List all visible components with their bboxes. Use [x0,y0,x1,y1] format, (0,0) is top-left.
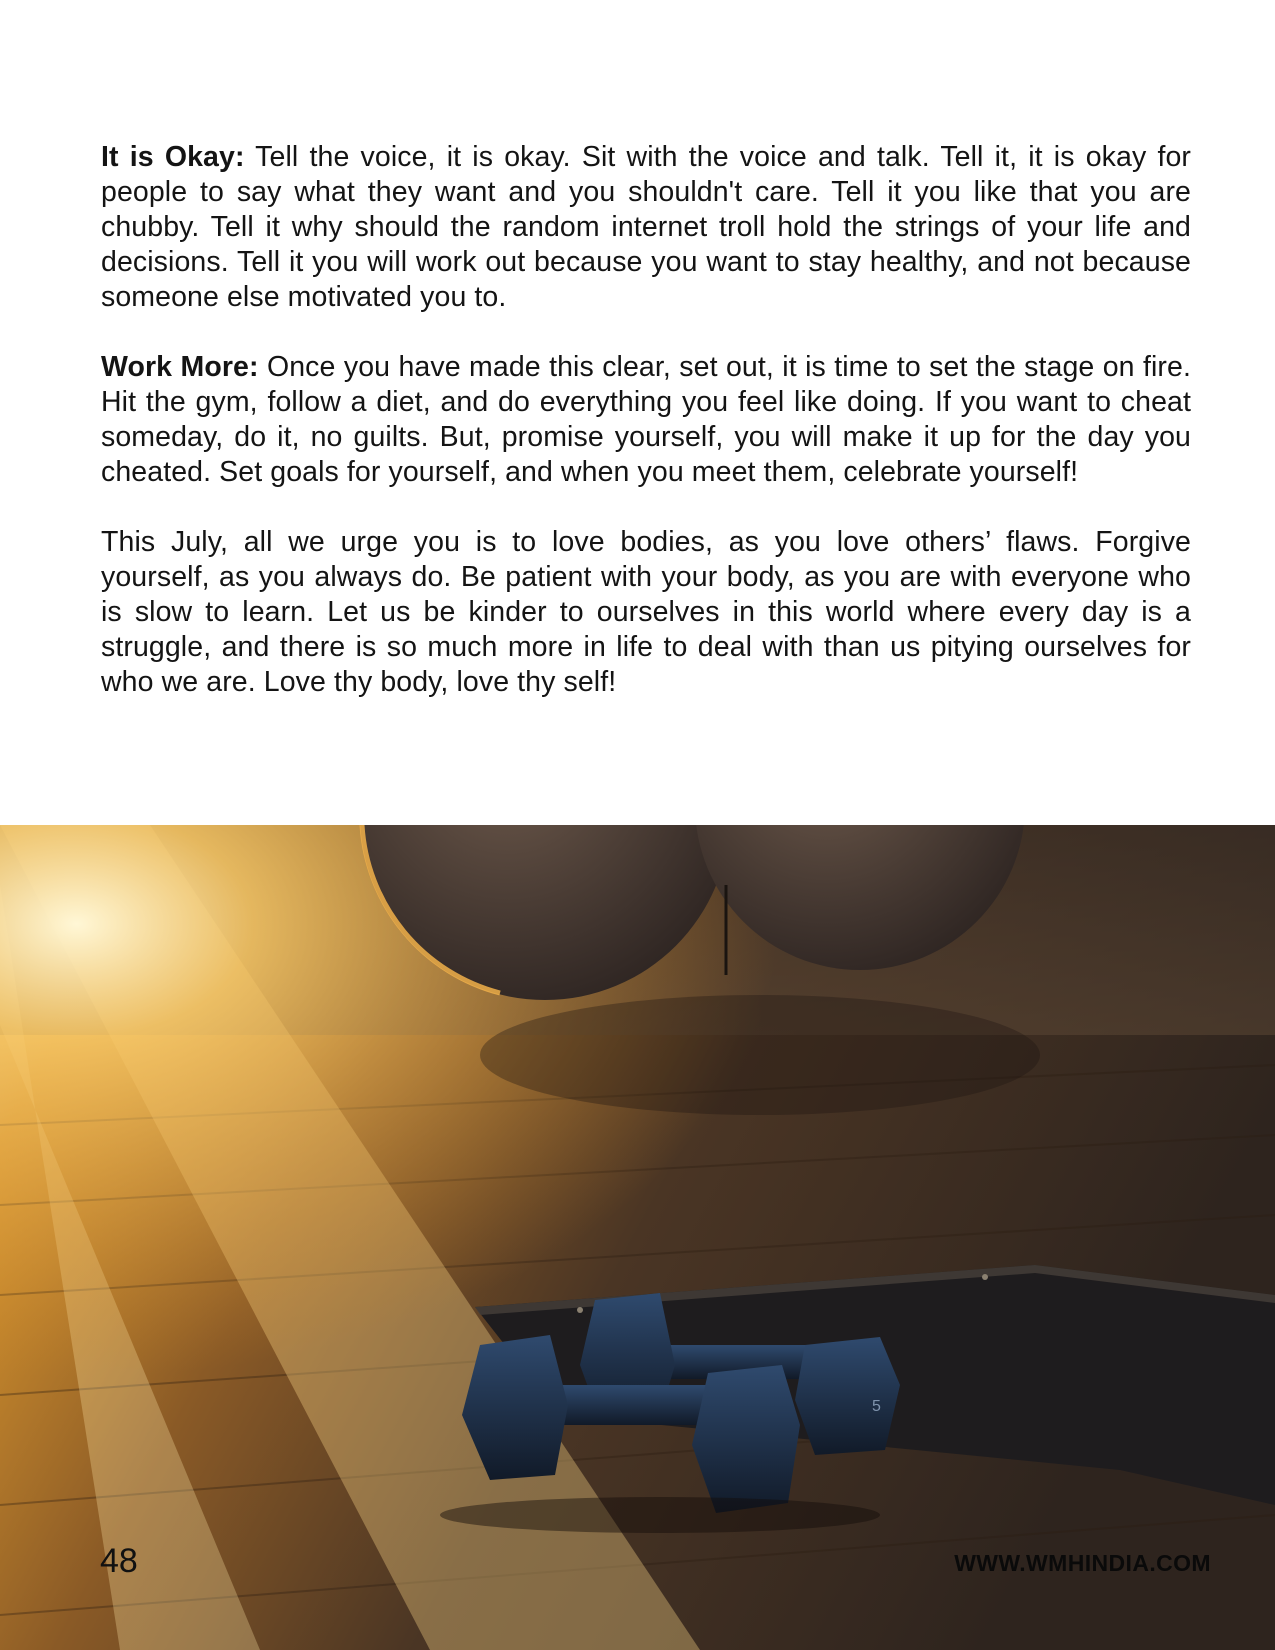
paragraph-text: Tell the voice, it is okay. Sit with the voice and talk. Tell it, it is okay for people to say what they want and you shouldn't care. Tell it you like that you are chubby. Tell it why should the random internet troll hold the strings of your life and decisions. Tell it you will work out because you want to stay healthy, and not because someone else motivated you to. [101,141,1192,313]
paragraph-lead: Work More: [101,351,259,383]
paragraph-it-is-okay [101,140,1191,315]
gym-floor-illustration [0,825,1275,1650]
paragraph-work-more [101,350,1191,490]
dumbbell-weight-label: 5 [872,1398,881,1415]
gym-floor-photo [0,825,1275,1650]
article-body [101,140,1191,735]
paragraph-text: This July, all we urge you is to love bodies, as you love others’ flaws. Forgive yourself, as you always do. Be patient with your body, as you are with everyone who is slow to learn. Let us be kinder to ourselves in this world where every day is a struggle, and there is so much more in life to deal with than us pitying ourselves for who we are. Love thy body, love thy self! [101,526,1191,698]
paragraph-lead: It is Okay: [101,141,245,173]
paragraph-closing [101,525,1191,700]
website-link[interactable]: WWW.WMHINDIA.COM [954,1550,1211,1576]
page-number: 48 [100,1542,138,1580]
paragraph-text: Once you have made this clear, set out, it is time to set the stage on fire. Hit the gym, follow a diet, and do everything you feel like doing. If you want to cheat someday, do it, no guilts. But, promise yourself, you will make it up for the day you cheated. Set goals for yourself, and when you meet them, celebrate yourself! [101,351,1191,488]
